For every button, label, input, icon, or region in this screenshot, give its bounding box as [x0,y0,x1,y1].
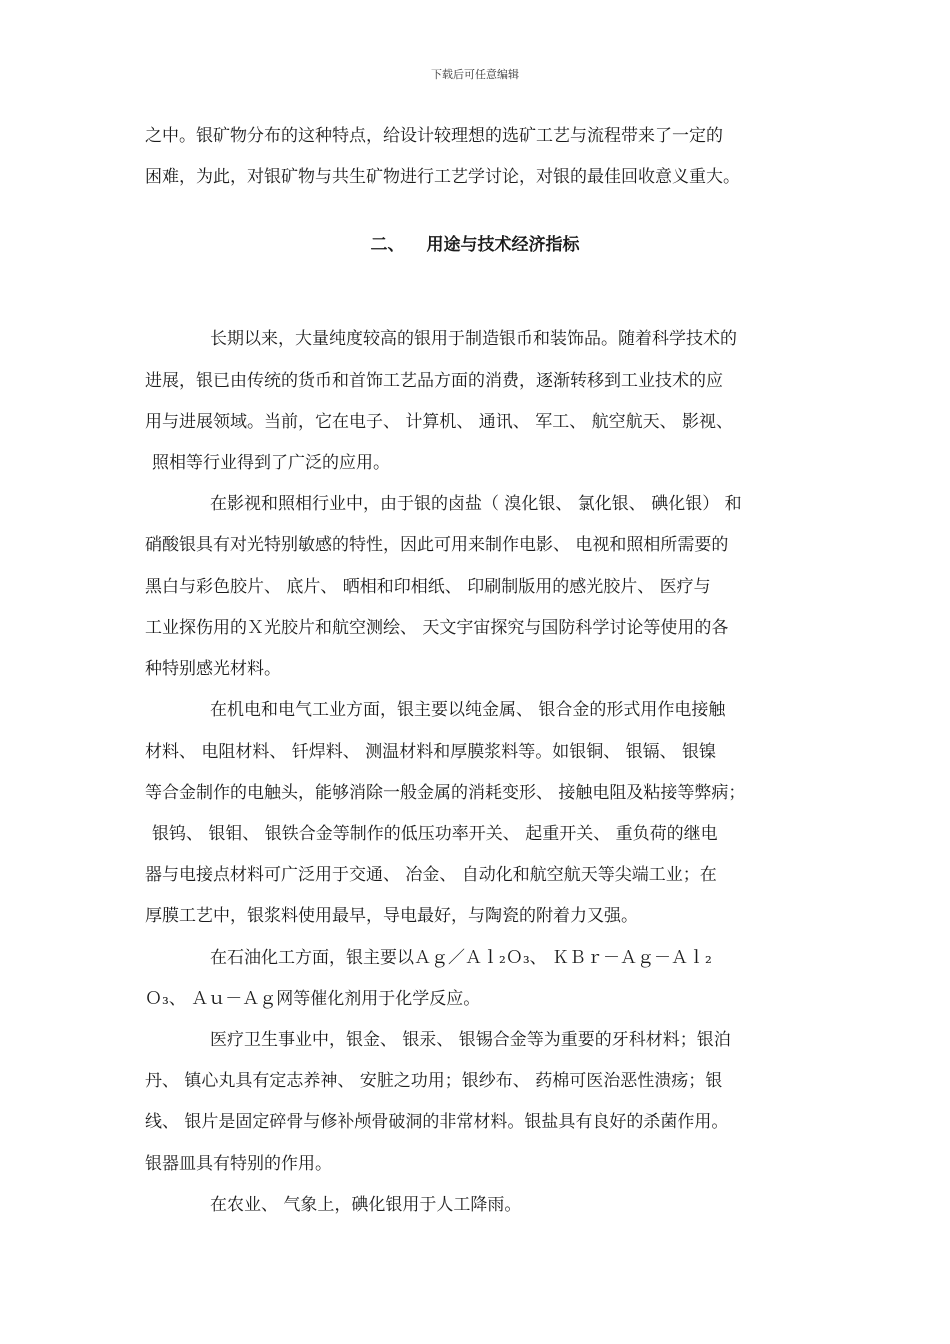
paragraph-line: 在农业、 气象上，碘化银用于人工降雨。 [210,1195,522,1215]
paragraph-line: 厚膜工艺中，银浆料使用最早，导电最好，与陶瓷的附着力又强。 [145,906,638,926]
page-header: 下载后可任意编辑 [431,68,519,81]
paragraph-line: 黑白与彩色胶片、 底片、 晒相和印相纸、 印刷制版用的感光胶片、 医疗与 [145,577,711,597]
paragraph-line: 等合金制作的电触头，能够消除一般金属的消耗变形、 接触电阻及粘接等弊病； [145,783,746,803]
paragraph-line: 工业探伤用的Ｘ光胶片和航空测绘、 天文宇宙探究与国防科学讨论等使用的各 [145,618,729,638]
paragraph-line: 之中。银矿物分布的这种特点，给设计较理想的选矿工艺与流程带来了一定的 [145,126,723,146]
paragraph-line: 线、 银片是固定碎骨与修补颅骨破洞的非常材料。银盐具有良好的杀菌作用。 [145,1112,729,1132]
paragraph-line: 银器皿具有特别的作用。 [145,1154,332,1174]
section-heading [0,230,950,255]
paragraph-line: 进展，银已由传统的货币和首饰工艺品方面的消费，逐渐转移到工业技术的应 [145,371,723,391]
paragraph-line: 器与电接点材料可广泛用于交通、 冶金、 自动化和航空航天等尖端工业；在 [145,865,717,885]
paragraph-line: 照相等行业得到了广泛的应用。 [152,453,390,473]
paragraph-line: 困难，为此，对银矿物与共生矿物进行工艺学讨论，对银的最佳回收意义重大。 [145,167,740,187]
paragraph-line: 在石油化工方面，银主要以Ａｇ／Ａｌ₂Ｏ₃、 ＫＢｒ－Ａｇ－Ａｌ₂ [210,948,712,968]
paragraph-line: 医疗卫生事业中，银金、 银汞、 银锡合金等为重要的牙科材料；银泊 [210,1030,731,1050]
paragraph-line: Ｏ₃、 Ａｕ－Ａｇ网等催化剂用于化学反应。 [145,989,481,1009]
paragraph-line: 丹、 镇心丸具有定志养神、 安脏之功用；银纱布、 药棉可医治恶性溃疡；银 [145,1071,723,1091]
paragraph-line: 在机电和电气工业方面，银主要以纯金属、 银合金的形式用作电接触 [210,700,726,720]
paragraph-line: 长期以来，大量纯度较高的银用于制造银币和装饰品。随着科学技术的 [210,329,737,349]
paragraph-line: 在影视和照相行业中，由于银的卤盐（ 溴化银、 氯化银、 碘化银） 和 [210,494,742,514]
paragraph-line: 用与进展领域。当前，它在电子、 计算机、 通讯、 军工、 航空航天、 影视、 [145,412,734,432]
paragraph-line: 银钨、 银钼、 银铁合金等制作的低压功率开关、 起重开关、 重负荷的继电 [152,824,718,844]
section-number: 二、 [370,235,405,255]
section-title: 用途与技术经济指标 [426,235,580,255]
paragraph-line: 材料、 电阻材料、 钎焊料、 测温材料和厚膜浆料等。如银铜、 银镉、 银镍 [145,742,717,762]
paragraph-line: 硝酸银具有对光特别敏感的特性，因此可用来制作电影、 电视和照相所需要的 [145,535,729,555]
paragraph-line: 种特别感光材料。 [145,659,281,679]
